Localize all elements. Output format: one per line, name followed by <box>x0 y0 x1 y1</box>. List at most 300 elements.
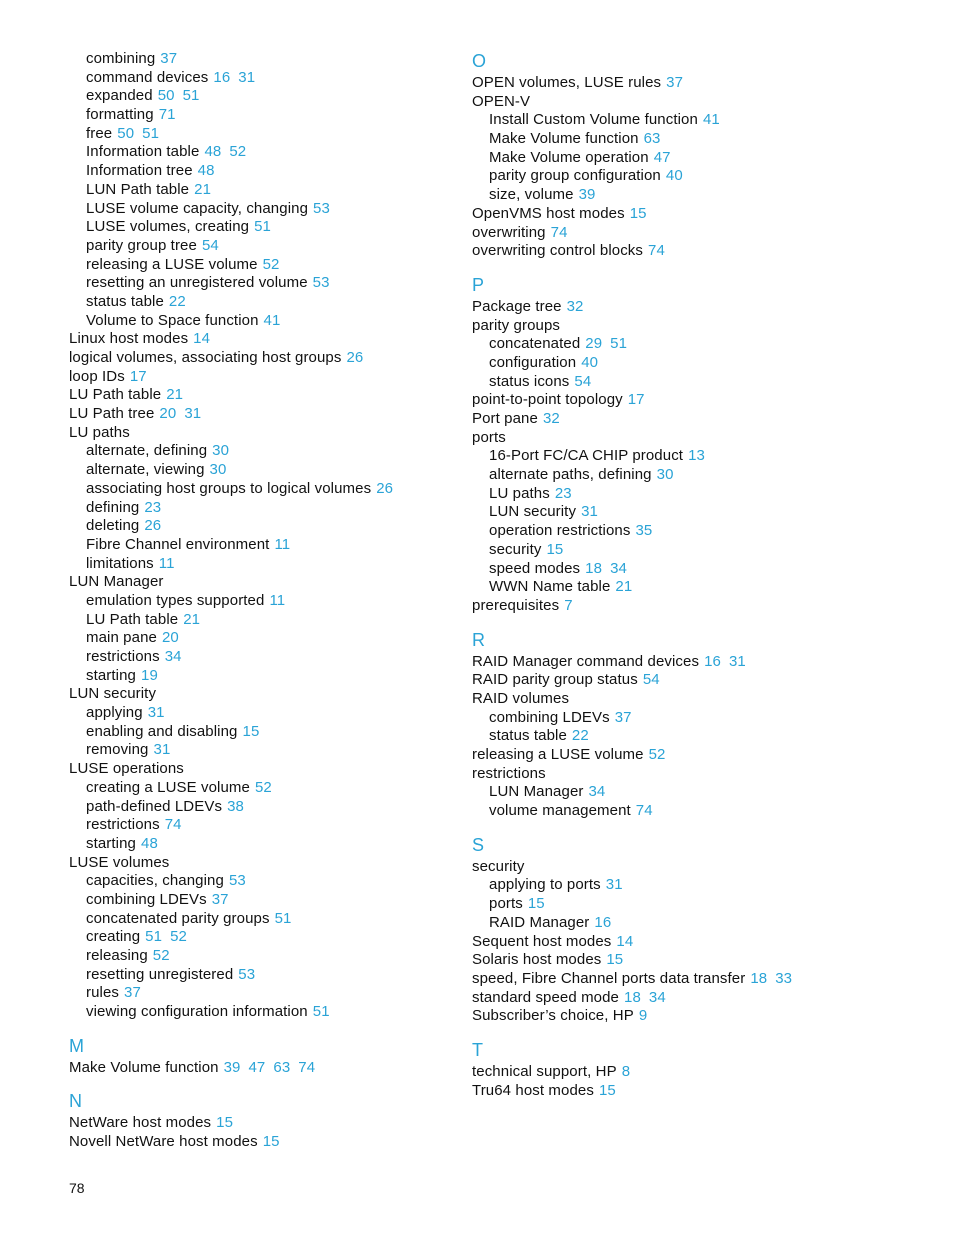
index-term: command devices <box>86 68 209 86</box>
page-link[interactable]: 74 <box>648 242 665 260</box>
index-entry <box>69 499 449 518</box>
page-link[interactable]: 33 <box>775 969 793 987</box>
page-link[interactable]: 53 <box>312 274 330 292</box>
index-term: Linux host modes <box>69 330 189 348</box>
index-term: restrictions <box>86 648 160 665</box>
page-link[interactable]: 22 <box>571 727 589 745</box>
page-link[interactable]: 48 <box>204 143 222 161</box>
page-link[interactable]: 7 <box>564 596 573 614</box>
index-entry <box>69 592 449 611</box>
index-entry <box>69 517 449 536</box>
index-term: combining <box>86 50 156 67</box>
index-entry <box>69 1133 449 1152</box>
index-term: LUN security <box>489 503 577 521</box>
page-link[interactable]: 35 <box>635 522 653 540</box>
index-term: Package tree <box>472 297 562 315</box>
page-link[interactable]: 19 <box>141 666 158 684</box>
index-term: Solaris host modes <box>472 951 602 969</box>
page-link[interactable]: 31 <box>581 503 598 521</box>
page-link[interactable]: 11 <box>274 535 291 553</box>
index-entry <box>69 629 449 648</box>
index-term: LU paths <box>69 423 130 441</box>
index-term: defining <box>86 498 140 516</box>
page-link[interactable]: 18 <box>750 969 768 987</box>
index-term: OPEN volumes, LUSE rules <box>472 74 662 91</box>
page-link[interactable]: 21 <box>183 610 201 628</box>
page-link[interactable]: 37 <box>124 984 141 1002</box>
index-term: restrictions <box>86 816 160 834</box>
page-link[interactable]: 74 <box>164 816 182 834</box>
index-term: Port pane <box>472 410 538 427</box>
page-link[interactable]: 39 <box>578 186 596 204</box>
page-link[interactable]: 29 <box>585 335 603 353</box>
index-term: removing <box>86 741 149 759</box>
index-term: LUN Manager <box>69 573 164 591</box>
index-term: LU Path table <box>69 386 162 404</box>
index-entry <box>472 560 942 579</box>
index-term: RAID parity group status <box>472 671 638 689</box>
index-term: configuration <box>489 353 577 371</box>
page-link[interactable]: 52 <box>152 947 170 964</box>
index-term: starting <box>86 666 136 684</box>
index-term: RAID volumes <box>472 689 570 707</box>
page-link[interactable]: 21 <box>615 578 633 596</box>
index-term: volume management <box>489 802 631 820</box>
page-link[interactable]: 34 <box>164 648 182 665</box>
page-link[interactable]: 48 <box>197 162 215 180</box>
index-entry <box>472 914 942 933</box>
index-entry <box>69 984 449 1003</box>
index-term: status table <box>86 292 164 310</box>
page-link[interactable]: 74 <box>635 802 653 820</box>
index-term: OpenVMS host modes <box>472 204 625 222</box>
index-term: alternate paths, defining <box>489 466 652 484</box>
index-term: combining LDEVs <box>489 708 610 726</box>
index-term: expanded <box>86 87 153 105</box>
index-term: concatenated parity groups <box>86 909 270 927</box>
index-entry <box>472 149 942 168</box>
page-link[interactable]: 20 <box>159 405 177 423</box>
index-entry <box>472 671 942 690</box>
index-entry <box>69 200 449 219</box>
index-term: OPEN-V <box>472 92 531 110</box>
page-link[interactable]: 52 <box>262 255 280 273</box>
index-entry <box>472 1007 942 1026</box>
index-term: LUN Path table <box>86 180 190 198</box>
index-term: LUN Manager <box>489 783 584 801</box>
index-term: starting <box>86 834 136 852</box>
index-entry <box>69 910 449 929</box>
page-link[interactable]: 39 <box>223 1058 241 1076</box>
index-entry <box>472 111 942 130</box>
page-link[interactable]: 20 <box>161 629 179 647</box>
index-entry <box>69 555 449 574</box>
page-link[interactable]: 51 <box>182 87 200 105</box>
index-term: LUSE operations <box>69 760 184 778</box>
index-entry <box>472 429 942 448</box>
index-entry <box>472 485 942 504</box>
index-term: Information table <box>86 143 200 161</box>
page-link[interactable]: 41 <box>263 311 281 329</box>
index-term: alternate, defining <box>86 442 208 460</box>
index-entry <box>69 854 449 873</box>
index-term: free <box>86 124 113 142</box>
index-entry <box>472 597 942 616</box>
index-term: overwriting control blocks <box>472 242 643 260</box>
page-link[interactable]: 14 <box>616 932 634 950</box>
page-link[interactable]: 54 <box>201 236 219 254</box>
index-column-right <box>472 50 942 1100</box>
index-entry <box>472 503 942 522</box>
index-term: Make Volume function <box>489 130 639 148</box>
index-term: LUN security <box>69 685 157 703</box>
index-entry <box>472 727 942 746</box>
index-entry <box>69 461 449 480</box>
page-link[interactable]: 51 <box>145 928 163 946</box>
index-term: Volume to Space function <box>86 311 259 329</box>
page-link[interactable]: 15 <box>606 951 624 969</box>
index-term: combining LDEVs <box>86 890 207 908</box>
index-term: Sequent host modes <box>472 932 612 950</box>
index-entry <box>472 242 942 261</box>
page-link[interactable]: 50 <box>157 87 175 105</box>
index-entry <box>472 298 942 317</box>
index-letter-o: O <box>472 51 487 71</box>
index-entry <box>69 349 449 368</box>
index-entry <box>69 143 449 162</box>
page-link[interactable]: 52 <box>648 746 666 763</box>
index-entry <box>472 354 942 373</box>
index-term: status icons <box>489 372 570 390</box>
index-entry <box>69 312 449 331</box>
index-term: WWN Name table <box>489 578 611 596</box>
index-entry <box>69 611 449 630</box>
index-letter-r: R <box>472 629 485 650</box>
index-term: releasing <box>86 947 148 964</box>
index-term: Make Volume function <box>69 1058 219 1076</box>
page-link[interactable]: 31 <box>147 704 165 722</box>
index-entry <box>69 218 449 237</box>
index-term: formatting <box>86 106 154 124</box>
index-term: applying to ports <box>489 876 601 894</box>
page-link[interactable]: 53 <box>238 965 256 983</box>
index-term: operation restrictions <box>489 522 631 540</box>
index-term: releasing a LUSE volume <box>86 255 258 273</box>
index-term: logical volumes, associating host groups <box>69 349 342 366</box>
page-link[interactable]: 32 <box>542 410 560 427</box>
index-term: alternate, viewing <box>86 461 205 479</box>
page-link[interactable]: 18 <box>624 988 641 1006</box>
index-entry <box>472 391 942 410</box>
index-term: parity group tree <box>86 236 197 254</box>
page-link[interactable]: 41 <box>702 111 720 129</box>
index-term: LUSE volume capacity, changing <box>86 199 309 217</box>
index-term: restrictions <box>472 764 546 782</box>
page-link[interactable]: 15 <box>598 1081 616 1099</box>
index-entry <box>472 317 942 336</box>
index-term: prerequisites <box>472 596 560 614</box>
index-term: Install Custom Volume function <box>489 111 698 129</box>
page-link[interactable]: 40 <box>581 353 599 371</box>
index-term: concatenated <box>489 335 581 353</box>
index-entry <box>472 335 942 354</box>
index-term: Tru64 host modes <box>472 1081 594 1099</box>
index-entry <box>69 667 449 686</box>
index-entry <box>472 690 942 709</box>
index-entry <box>69 573 449 592</box>
index-term: applying <box>86 704 143 722</box>
index-entry <box>472 951 942 970</box>
index-entry <box>69 480 449 499</box>
page-link[interactable]: 30 <box>656 466 674 484</box>
page-link[interactable]: 63 <box>643 130 661 148</box>
page-link[interactable]: 18 <box>585 559 603 577</box>
page-link[interactable]: 32 <box>566 297 584 315</box>
page-link[interactable]: 13 <box>688 447 705 465</box>
page-link[interactable]: 37 <box>666 74 684 91</box>
page-link[interactable]: 52 <box>254 778 272 796</box>
index-term: point-to-point topology <box>472 391 623 409</box>
index-term: loop IDs <box>69 367 125 385</box>
index-term: RAID Manager <box>489 913 590 931</box>
index-entry <box>472 373 942 392</box>
index-term: size, volume <box>489 186 574 204</box>
index-term: main pane <box>86 629 157 647</box>
index-entry <box>69 50 449 69</box>
page-link[interactable]: 51 <box>142 124 160 142</box>
index-term: technical support, HP <box>472 1062 617 1080</box>
index-entry <box>69 125 449 144</box>
page-link[interactable]: 37 <box>160 50 178 67</box>
index-entry <box>69 872 449 891</box>
index-entry <box>69 1003 449 1022</box>
page-link[interactable]: 15 <box>527 895 545 913</box>
index-entry <box>472 876 942 895</box>
page-link[interactable]: 31 <box>238 68 256 86</box>
index-term: parity groups <box>472 316 561 334</box>
index-entry <box>69 536 449 555</box>
index-entry <box>69 424 449 443</box>
index-term: creating <box>86 928 141 946</box>
page-link[interactable]: 71 <box>158 106 176 124</box>
index-term: speed, Fibre Channel ports data transfer <box>472 969 746 987</box>
page-link[interactable]: 34 <box>648 988 666 1006</box>
page-link[interactable]: 51 <box>254 218 271 236</box>
page-link[interactable]: 22 <box>168 292 186 310</box>
index-entry <box>472 765 942 784</box>
page-link[interactable]: 52 <box>170 928 187 946</box>
index-entry <box>69 256 449 275</box>
page-link[interactable]: 31 <box>153 741 171 759</box>
page-link[interactable]: 21 <box>194 180 212 198</box>
page-link[interactable]: 26 <box>346 349 364 366</box>
index-entry <box>69 723 449 742</box>
index-term: standard speed mode <box>472 988 619 1006</box>
index-letter-t: T <box>472 1039 483 1060</box>
index-term: parity group configuration <box>489 167 661 185</box>
index-term: limitations <box>86 554 154 572</box>
index-letter-n: N <box>69 1091 82 1112</box>
page-link[interactable]: 16 <box>704 652 721 670</box>
index-entry <box>69 760 449 779</box>
index-entry <box>472 802 942 821</box>
page-link[interactable]: 23 <box>554 484 572 502</box>
index-term: deleting <box>86 517 140 535</box>
page-link[interactable]: 17 <box>627 391 645 409</box>
index-entry <box>69 181 449 200</box>
page-link[interactable]: 17 <box>129 367 147 385</box>
index-entry <box>472 1063 942 1082</box>
index-term: overwriting <box>472 223 546 241</box>
page-link[interactable]: 11 <box>269 591 286 609</box>
page-link[interactable]: 51 <box>312 1003 330 1021</box>
index-entry <box>69 779 449 798</box>
index-column-left <box>69 50 449 1152</box>
page-link[interactable]: 34 <box>610 559 627 577</box>
page-link[interactable]: 14 <box>193 330 211 348</box>
page-link[interactable]: 47 <box>248 1058 266 1076</box>
index-term: resetting unregistered <box>86 965 234 983</box>
index-term: Subscriber’s choice, HP <box>472 1007 634 1025</box>
page-link[interactable]: 31 <box>605 876 623 894</box>
page-link[interactable]: 37 <box>614 708 632 726</box>
index-entry <box>69 442 449 461</box>
index-entry <box>472 205 942 224</box>
index-entry <box>69 87 449 106</box>
page-link[interactable]: 53 <box>228 872 246 890</box>
index-entry <box>472 653 942 672</box>
index-entry <box>69 368 449 387</box>
index-term: Make Volume operation <box>489 148 649 166</box>
page-link[interactable]: 16 <box>213 68 231 86</box>
page-link[interactable]: 63 <box>273 1058 291 1076</box>
page-link[interactable]: 30 <box>212 442 230 460</box>
page-link[interactable]: 21 <box>166 386 184 404</box>
index-entry <box>69 704 449 723</box>
page-link[interactable]: 37 <box>211 890 229 908</box>
index-entry <box>69 106 449 125</box>
index-term: RAID Manager command devices <box>472 652 700 670</box>
page-link[interactable]: 26 <box>376 479 394 497</box>
index-term: speed modes <box>489 559 581 577</box>
page-link[interactable]: 15 <box>242 722 260 740</box>
page-link[interactable]: 53 <box>313 199 330 217</box>
page-link[interactable]: 9 <box>638 1007 648 1025</box>
index-term: security <box>472 857 525 875</box>
index-term: Fibre Channel environment <box>86 535 270 553</box>
page-link[interactable]: 38 <box>227 797 244 815</box>
index-entry <box>69 816 449 835</box>
page-link[interactable]: 50 <box>117 124 135 142</box>
index-entry <box>472 167 942 186</box>
index-term: rules <box>86 984 120 1002</box>
page-link[interactable]: 51 <box>274 909 292 927</box>
page-link[interactable]: 16 <box>594 913 612 931</box>
page-link[interactable]: 8 <box>621 1062 631 1080</box>
index-entry <box>472 578 942 597</box>
index-entry <box>472 933 942 952</box>
index-entry <box>472 93 942 112</box>
index-term: ports <box>489 895 523 913</box>
index-term: path-defined LDEVs <box>86 797 223 815</box>
page-link[interactable]: 47 <box>653 148 671 166</box>
index-entry <box>472 447 942 466</box>
index-entry <box>69 966 449 985</box>
index-entry <box>69 274 449 293</box>
index-entry <box>69 891 449 910</box>
index-entry <box>69 293 449 312</box>
page-link[interactable]: 15 <box>262 1133 280 1151</box>
page-number: 78 <box>69 1180 85 1196</box>
index-entry <box>472 709 942 728</box>
index-term: 16-Port FC/CA CHIP product <box>489 447 684 465</box>
page-link[interactable]: 40 <box>665 167 683 185</box>
index-entry <box>69 69 449 88</box>
page-link[interactable]: 11 <box>158 554 175 572</box>
index-entry <box>69 386 449 405</box>
index-letter-s: S <box>472 834 485 855</box>
index-entry <box>472 1082 942 1101</box>
page-link[interactable]: 15 <box>216 1114 234 1132</box>
page-link[interactable]: 54 <box>642 671 660 689</box>
index-entry <box>69 741 449 760</box>
page-link[interactable]: 15 <box>629 204 647 222</box>
index-entry <box>472 224 942 243</box>
index-entry <box>472 186 942 205</box>
index-term: NetWare host modes <box>69 1114 212 1132</box>
index-entry <box>472 522 942 541</box>
index-letter-p: P <box>472 274 485 295</box>
page-link[interactable]: 74 <box>298 1058 316 1076</box>
index-term: capacities, changing <box>86 872 224 890</box>
index-term: releasing a LUSE volume <box>472 746 644 763</box>
index-entry <box>472 130 942 149</box>
index-term: LU paths <box>489 484 550 502</box>
index-term: Information tree <box>86 162 193 180</box>
page-link[interactable]: 74 <box>550 223 568 241</box>
index-term: viewing configuration information <box>86 1003 308 1021</box>
index-entry <box>69 237 449 256</box>
page-link[interactable]: 54 <box>574 372 592 390</box>
index-entry <box>472 74 942 93</box>
index-entry <box>69 405 449 424</box>
index-term: ports <box>472 428 506 446</box>
page-link[interactable]: 48 <box>141 834 158 852</box>
index-entry <box>472 783 942 802</box>
page-link[interactable]: 26 <box>144 517 162 535</box>
index-entry <box>472 410 942 429</box>
page-link[interactable]: 31 <box>184 405 202 423</box>
page-link[interactable]: 34 <box>588 783 606 801</box>
page-link[interactable]: 30 <box>209 461 227 479</box>
index-entry <box>472 989 942 1008</box>
index-letter-m: M <box>69 1035 84 1056</box>
page-link[interactable]: 15 <box>546 540 564 558</box>
page-link[interactable]: 23 <box>144 498 162 516</box>
index-entry <box>69 928 449 947</box>
index-entry <box>69 835 449 854</box>
index-entry <box>472 895 942 914</box>
page-link[interactable]: 31 <box>728 652 746 670</box>
index-entry <box>69 1114 449 1133</box>
page-link[interactable]: 51 <box>610 335 628 353</box>
index-entry <box>69 330 449 349</box>
page-link[interactable]: 52 <box>229 143 247 161</box>
index-term: status table <box>489 727 567 745</box>
index-entry <box>69 648 449 667</box>
index-term: associating host groups to logical volumes <box>86 479 372 497</box>
index-term: creating a LUSE volume <box>86 778 250 796</box>
